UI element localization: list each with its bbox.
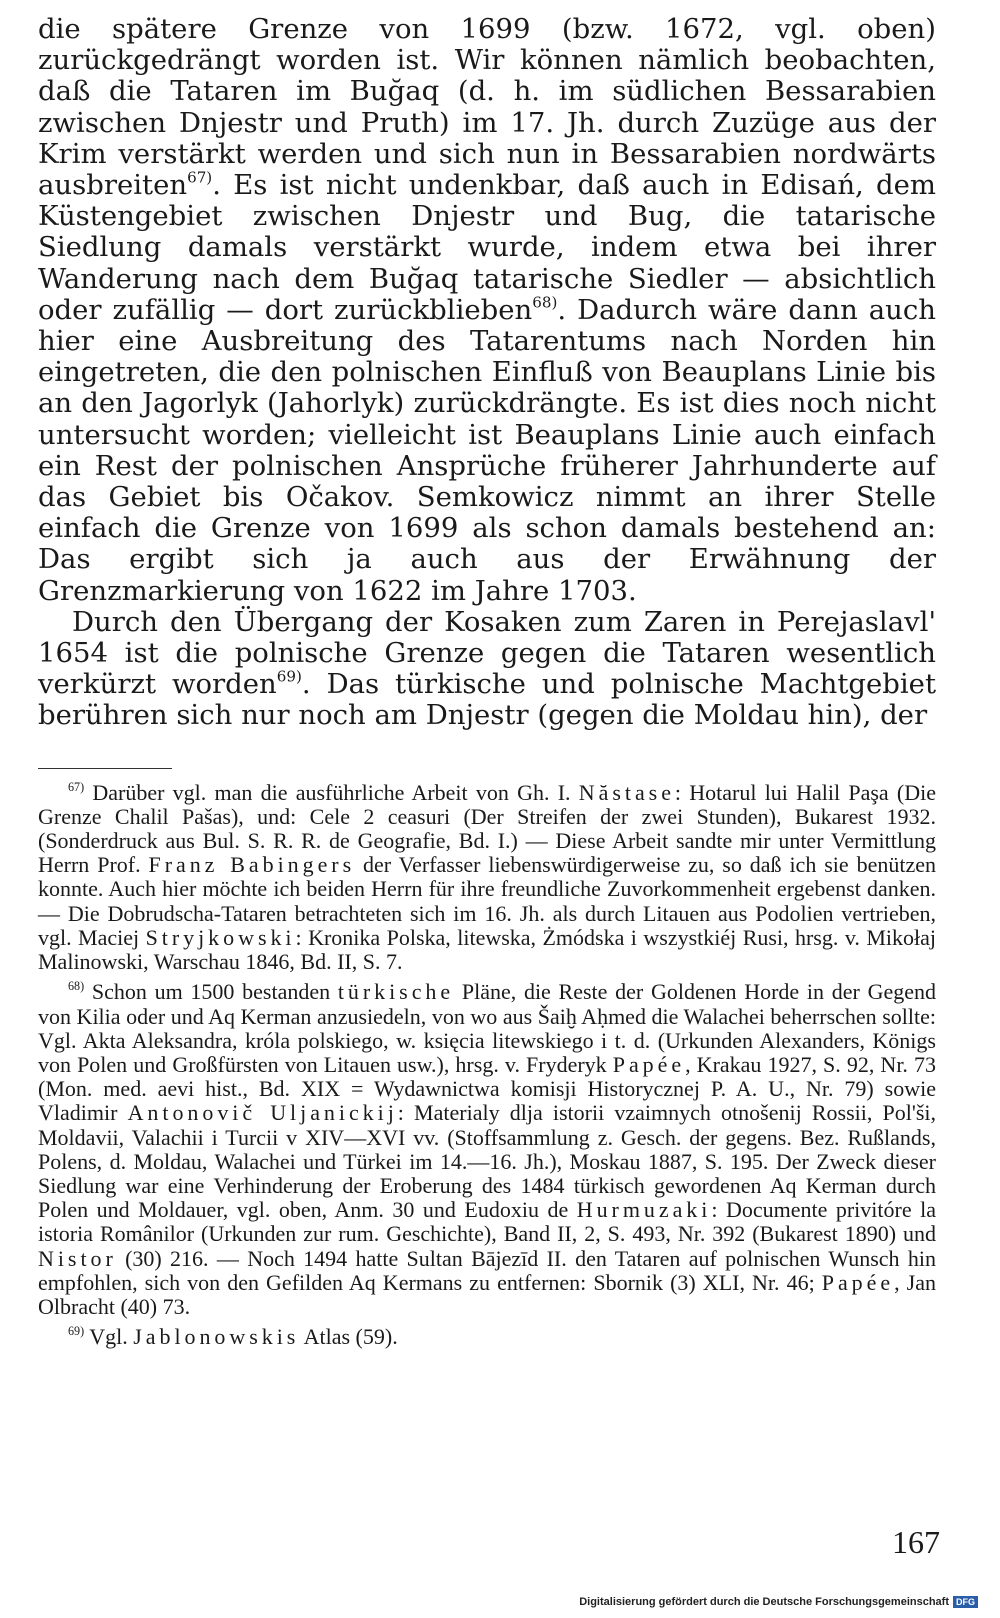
main-text bbox=[38, 14, 936, 732]
credit-text: Digitalisierung gefördert durch die Deutsche Forschungsgemeinschaft bbox=[579, 1596, 949, 1608]
footnote-69: $^{69)}$ Vgl. Jablonowskis Atlas (59). bbox=[68, 1324, 398, 1350]
footnotes bbox=[38, 781, 936, 1350]
footnote-ref-68[interactable]: 68) bbox=[532, 293, 558, 312]
footnote-mark: 68) bbox=[68, 979, 85, 994]
footnote-ref-67[interactable]: 67) bbox=[187, 168, 213, 187]
footnote-ref-69[interactable]: 69) bbox=[276, 667, 302, 686]
footnote-67: $^{67)}$ Darüber vgl. man die ausführliche Arbeit von Gh. I. Năstase: Hotarul lui Halil Paşa (Die Grenze Chalil Pašas), und: Cele 2 ceasuri (Der Streifen der zwei Stunden), Bukarest 1932. (Sonderdruck aus Bul. S. R. R. de Geografie, Bd. I.) — Diese Arbeit sandte mir unter Vermittlung Herrn Prof. Franz Babingers der Verfasser liebenswürdigerweise zu, so daß ich sie benützen konnte. Auch hier möchte ich beiden Herrn für ihre freundliche Zuvorkommenheit ergebenst danken. — Die Dobrudscha-Tataren betrachteten sich im 16. Jh. als durch Litauen aus Podolien vertrieben, vgl. Maciej Stryjkowski: Kronika Polska, litewska, Żmódska i wszystkiéj Rusi, hrsg. v. Mikołaj Malinowski, Warschau 1846, Bd. II, S. 7. bbox=[38, 779, 937, 975]
footnote-mark: 69) bbox=[68, 1324, 85, 1339]
page-content bbox=[38, 14, 936, 1349]
page-number: 167 bbox=[892, 1524, 940, 1560]
dfg-logo-icon: DFG bbox=[953, 1596, 978, 1608]
footnote-divider bbox=[38, 768, 172, 769]
digitization-credit bbox=[579, 1596, 978, 1608]
body-paragraph: die spätere Grenze von 1699 (bzw. 1672, vgl. oben) zurückgedrängt worden ist. Wir können nämlich beobachten, daß die Tataren im Buğaq (d. h. im südlichen Bessarabien zwischen Dnjestr und Pruth) im 17. Jh. durch Zuzüge aus der Krim verstärkt werden und sich nun in Bessarabien nordwärts ausbreiten$^{67)}$. Es ist nicht undenkbar, daß auch in Edisań, dem Küstengebiet zwischen Dnjestr und Bug, die tatarische Siedlung damals verstärkt wurde, indem etwa bei ihrer Wanderung nach dem Buğaq tatarische Siedler — absichtlich oder zufällig — dort zurückblieben$^{68)}$. Dadurch wäre dann auch hier eine Ausbreitung des Tatarentums nach Norden hin eingetreten, die den polnischen Einfluß von Beauplans Linie bis an den Jagorlyk (Jahorlyk) zurückdrängte. Es ist dies noch nicht untersucht worden; vielleicht ist Beauplans Linie auch einfach ein Rest der polnischen Ansprüche früherer Jahrhunderte auf das Gebiet bis Očakov. Semkowicz nimmt an ihrer Stelle einfach die Grenze von 1699 als schon damals bestehend an: Das ergibt sich ja auch aus der Erwähnung der Grenzmarkierung von 1622 im Jahre 1703. bbox=[38, 13, 936, 607]
footnote-mark: 67) bbox=[68, 779, 85, 794]
body-paragraph: Durch den Übergang der Kosaken zum Zaren in Perejaslavl' 1654 ist die polnische Grenze gegen die Tataren wesentlich verkürzt worden$^{69)}$. Das türkische und polnische Machtgebiet berühren sich nur noch am Dnjestr (gegen die Moldau hin), der bbox=[38, 605, 936, 732]
footnote-68: $^{68)}$ Schon um 1500 bestanden türkische Pläne, die Reste der Goldenen Horde in der Gegend von Kilia oder und Aq Kerman anzusiedeln, von wo aus Šaiḫ Aḥmed die Walachei beherrschen sollte: Vgl. Akta Aleksandra, króla polskiego, w. księcia litewskiego i t. d. (Urkunden Alexanders, Königs von Polen und Großfürsten von Litauen usw.), hrsg. v. Fryderyk Papée, Krakau 1927, S. 92, Nr. 73 (Mon. med. aevi hist., Bd. XIX = Wydawnictwa komisji Historycznej P. A. U., Nr. 79) sowie Vladimir Antonovič Uljanickij: Materialy dlja istorii vzaimnych otnošenij Rossii, Pol'ši, Moldavii, Valachii i Turcii v XIV—XVI vv. (Stoffsammlung z. Gesch. der gegens. Bez. Rußlands, Polens, d. Moldau, Walachei und Türkei im 14.—16. Jh.), Moskau 1887, S. 195. Der Zweck dieser Siedlung war eine Verhinderung der Eroberung des 1484 türkisch gewordenen Aq Kerman durch Polen und Moldauer, vgl. oben, Anm. 30 und Eudoxiu de Hurmuzaki: Documente privitóre la istoria Românilor (Urkunden zur rum. Geschichte), Band II, 2, S. 493, Nr. 392 (Bukarest 1890) und Nistor (30) 216. — Noch 1494 hatte Sultan Bājezīd II. den Tataren auf polnischen Wunsch hin empfohlen, sich von den Gefilden Aq Kermans zu entfernen: Sbornik (3) XLI, Nr. 46; Papée, Jan Olbracht (40) 73. bbox=[38, 979, 936, 1319]
